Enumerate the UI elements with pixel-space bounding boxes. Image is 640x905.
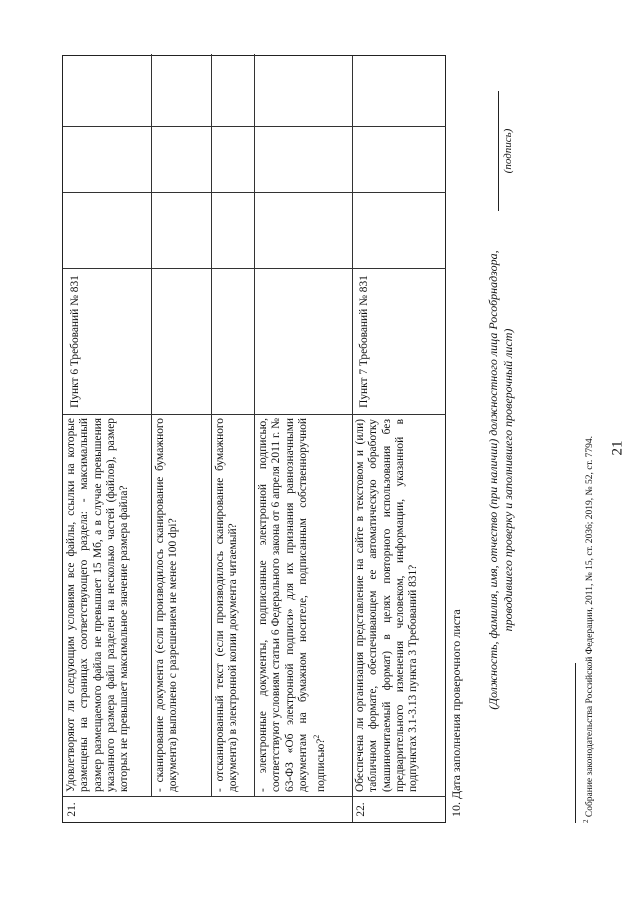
footnote-mark: 2 [582, 819, 590, 823]
signature-caption: (подпись) [502, 128, 514, 174]
date-of-completion: 10. Дата заполнения проверочного листа [449, 609, 463, 817]
answer-cell-na [352, 54, 446, 126]
footnote-divider [575, 663, 576, 823]
official-caption: (Должность, фамилия, имя, отчество (при наличии) должностного лица Рособрнадзора, проводившего проверку и заполнившего проверочный лист) [486, 250, 515, 710]
answer-cell-na [63, 54, 352, 126]
table-row-22 [352, 56, 446, 822]
requirement-cell: Обеспечена ли организация представление на сайте в текстовом и (или) табличном формате, обеспечивающем ее автоматическую обработку (машиночитаемый формат) в целях повторного использования без предварительного изменения человеком, информации, указанной в подпунктах 3.1-3.13 пункта 3 Требований 831? [352, 414, 446, 796]
checklist-table [62, 55, 446, 823]
page-number: 21 [609, 440, 626, 456]
requirement-sub-4-text: - электронные документы, подписанные электронной подписью, соответствуют условиям статьи 6 Федерального закона от 6 апреля 2011 г. № 63-ФЗ «Об электронной подписи» для их признания равнозначными документам на бумажном носителе, подписанным собственноручной подписью? [257, 418, 327, 792]
requirement-sub-4 [255, 414, 351, 796]
row-number: 21. [63, 796, 352, 822]
table-row-21 [63, 56, 352, 822]
footnote [582, 436, 595, 823]
reference-cell: Пункт 7 Требований № 831 [352, 268, 446, 414]
footnote-text: Собрание законодательства Российской Федерации, 2011, № 15, ст. 2036; 2019, № 52, ст. 7794. [585, 435, 596, 818]
signature-line [498, 91, 499, 211]
answer-cell-yes [352, 192, 446, 268]
answer-cell-yes [63, 192, 352, 268]
answer-cell-no [352, 126, 446, 192]
answer-cell-no [63, 126, 352, 192]
requirement-cell [63, 414, 352, 796]
requirement-intro: Удовлетворяют ли следующим условиям все файлы, ссылки на которые размещены на страницах соответствующего раздела: [65, 418, 91, 792]
requirement-sub-1: - максимальный размер размещаемого файла не превышает 15 Мб, а в случае превышения указанного размера файл разделен на несколько частей (файлов), размер которых не превышает максимальное значение размера файла? [78, 418, 131, 792]
requirement-sub-3: - отсканированный текст (если производилось сканирование бумажного документа) в электронной копии документа читаемый? [214, 418, 240, 792]
footnote-ref: 2 [312, 734, 322, 739]
requirement-sub-2: - сканирование документа (если производилось сканирование бумажного документа) выполнено с разрешением не менее 100 dpi? [154, 418, 180, 792]
reference-cell: Пункт 6 Требований № 831 [63, 268, 352, 414]
row-number: 22. [352, 796, 446, 822]
